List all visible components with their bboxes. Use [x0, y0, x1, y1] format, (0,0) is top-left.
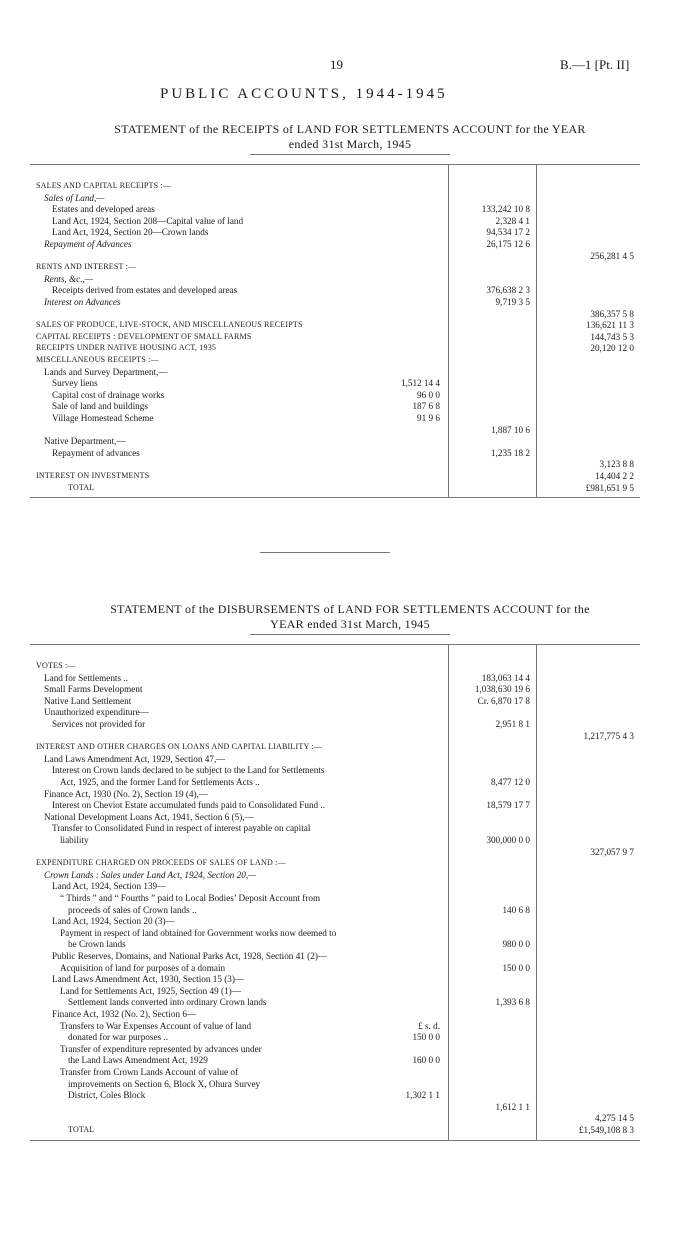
line-label: MISCELLANEOUS RECEIPTS :— [36, 355, 159, 364]
line-label: Receipts derived from estates and developed areas [52, 285, 238, 296]
line-label: Services not provided for [52, 719, 146, 729]
line-label: improvements on Section 6, Block X, Ohura Survey [68, 1078, 261, 1089]
table-bottom-rule [30, 1140, 640, 1141]
inner-amount: 187 6 8 [412, 401, 440, 412]
line-label: Transfer of expenditure represented by advances under [60, 1043, 262, 1054]
item-amount: 376,638 2 3 [486, 285, 530, 296]
line-label: donated for war purposes .. [68, 1032, 169, 1043]
inner-amount: 1,512 14 4 [400, 378, 440, 389]
line-label: liability [60, 835, 89, 845]
line-label: VOTES :— [36, 661, 76, 670]
line-label: District, Coles Block [68, 1090, 146, 1101]
total-amount: 386,357 5 8 [590, 308, 634, 319]
item-amount: Cr. 6,870 17 8 [477, 695, 530, 706]
receipts-title-rule [250, 154, 450, 155]
line-label: Finance Act, 1932 (No. 2), Section 6— [52, 1009, 197, 1019]
inner-amount: 96 0 0 [417, 389, 440, 400]
line-label: Transfers to War Expenses Account of value of land [60, 1020, 252, 1031]
total-amount: 256,281 4 5 [590, 250, 634, 261]
line-label: Repayment of Advances [44, 239, 132, 249]
total-amount: 3,123 8 8 [599, 459, 634, 470]
total-amount: 327,057 9 7 [590, 846, 634, 857]
main-title: PUBLIC ACCOUNTS, 1944-1945 [160, 86, 448, 102]
line-label: Land for Settlements Act, 1925, Section 49 (1)— [60, 985, 241, 996]
line-label: Capital cost of drainage works [52, 389, 165, 400]
line-label: Unauthorized expenditure— [44, 707, 149, 718]
line-label: Lands and Survey Department,— [44, 366, 168, 377]
total-amount: £981,651 9 5 [585, 482, 634, 493]
inner-amount: 1,302 1 1 [405, 1090, 440, 1101]
line-label: Interest on Cheviot Estate accumulated funds paid to Consolidated Fund .. [52, 800, 326, 811]
table-top-rule [30, 644, 640, 645]
line-label: Finance Act, 1930 (No. 2), Section 19 (4),— [44, 788, 209, 799]
line-label: Survey liens [52, 378, 98, 389]
line-label: Estates and developed areas [52, 204, 155, 215]
total-amount: 1,217,775 4 3 [583, 730, 634, 741]
line-label: Native Department,— [44, 436, 126, 447]
item-amount: 1,612 1 1 [495, 1101, 530, 1112]
item-amount: 1,038,630 19 6 [474, 684, 530, 695]
total-amount: £1,549,108 8 3 [578, 1125, 634, 1135]
line-label: Sale of land and buildings [52, 401, 148, 412]
line-label: CAPITAL RECEIPTS : DEVELOPMENT OF SMALL FARMS [36, 331, 252, 341]
line-label: INTEREST AND OTHER CHARGES ON LOANS AND CAPITAL LIABILITY :— [36, 742, 322, 752]
column-rule [536, 644, 537, 1140]
disbursements-title-line2: YEAR ended 31st March, 1945 [270, 617, 430, 631]
item-amount: 133,242 10 8 [481, 204, 530, 215]
line-label: National Development Loans Act, 1941, Section 6 (5),— [44, 811, 254, 822]
line-label: proceeds of sales of Crown lands .. [68, 904, 197, 915]
line-label: Land for Settlements .. [44, 672, 128, 683]
total-amount: 20,120 12 0 [590, 343, 634, 354]
document-reference: B.—1 [Pt. II] [560, 57, 630, 72]
line-label: TOTAL [68, 1125, 95, 1134]
table-top-rule [30, 164, 640, 165]
line-label: Land Act, 1924, Section 20 (3)— [52, 916, 175, 927]
line-label: INTEREST ON INVESTMENTS [36, 471, 150, 480]
line-label: Repayment of advances [52, 447, 140, 458]
total-amount: 14,404 2 2 [594, 471, 634, 481]
total-amount: 144,743 5 3 [590, 331, 634, 342]
inner-amount: 160 0 0 [412, 1055, 440, 1066]
item-amount: 2,951 8 1 [495, 719, 530, 729]
line-label: Acquisition of land for purposes of a domain [60, 962, 226, 973]
inner-amount: 150 0 0 [412, 1032, 440, 1043]
total-amount: 4,275 14 5 [594, 1113, 634, 1124]
line-label: Village Homestead Scheme [52, 413, 154, 423]
line-label: Land Act, 1924, Section 20—Crown lands [52, 227, 209, 238]
item-amount: 1,393 6 8 [495, 997, 530, 1008]
line-label: the Land Laws Amendment Act, 1929 [68, 1055, 208, 1066]
line-label: Land Act, 1924, Section 139— [52, 881, 167, 892]
line-label: Land Act, 1924, Section 208—Capital value of land [52, 215, 244, 226]
line-label: RENTS AND INTEREST :— [36, 262, 137, 272]
line-label: Act, 1925, and the former Land for Settlements Acts .. [60, 777, 260, 787]
line-label: SALES OF PRODUCE, LIVE-STOCK, AND MISCELLANEOUS RECEIPTS [36, 320, 303, 330]
receipts-title-line2: ended 31st March, 1945 [288, 137, 412, 151]
line-label: Interest on Crown lands declared to be subject to the Land for Settlements [52, 765, 325, 776]
disbursements-title-rule [250, 634, 450, 635]
item-amount: 980 0 0 [502, 939, 530, 950]
receipts-title-line1: STATEMENT of the RECEIPTS of LAND FOR SETTLEMENTS ACCOUNT for the YEAR [114, 122, 586, 136]
page-number: 19 [330, 57, 343, 72]
disbursements-title-line1: STATEMENT of the DISBURSEMENTS of LAND FOR SETTLEMENTS ACCOUNT for the [110, 602, 590, 616]
line-label: Settlement lands converted into ordinary Crown lands [68, 997, 267, 1008]
item-amount: 140 6 8 [502, 904, 530, 915]
line-label: Rents, &c.,— [44, 273, 93, 284]
line-label: Land Laws Amendment Act, 1929, Section 47,— [44, 753, 226, 764]
item-amount: 18,579 17 7 [486, 800, 530, 811]
line-label: Crown Lands : Sales under Land Act, 1924, Section 20,— [44, 869, 257, 880]
line-label: Native Land Settlement [44, 695, 132, 706]
line-label: Public Reserves, Domains, and National Parks Act, 1928, Section 41 (2)— [52, 951, 328, 961]
item-amount: 1,235 18 2 [490, 447, 530, 458]
line-label: Transfer to Consolidated Fund in respect of interest payable on capital [52, 823, 311, 834]
item-amount: 2,328 4 1 [495, 215, 530, 226]
item-amount: 1,887 10 6 [490, 424, 530, 435]
line-label: be Crown lands [68, 939, 126, 950]
total-amount: 136,621 11 3 [586, 320, 634, 331]
line-label: Small Farms Development [44, 684, 143, 695]
inner-amount: £ s. d. [418, 1020, 440, 1031]
item-amount: 94,534 17 2 [486, 227, 530, 238]
item-amount: 8,477 12 0 [490, 777, 530, 787]
line-label: Transfer from Crown Lands Account of value of [60, 1067, 239, 1077]
line-label: RECEIPTS UNDER NATIVE HOUSING ACT, 1935 [36, 343, 217, 353]
line-label: SALES AND CAPITAL RECEIPTS :— [36, 181, 172, 190]
section-separator [260, 552, 390, 553]
line-label: TOTAL [68, 482, 95, 492]
inner-amount: 91 9 6 [417, 413, 440, 423]
item-amount: 150 0 0 [502, 962, 530, 973]
item-amount: 26,175 12 6 [486, 239, 530, 249]
item-amount: 9,719 3 5 [495, 297, 530, 307]
line-label: Land Laws Amendment Act, 1930, Section 15 (3)— [52, 974, 245, 985]
item-amount: 300,000 0 0 [486, 835, 530, 845]
table-bottom-rule [30, 497, 640, 498]
item-amount: 183,063 14 4 [481, 672, 530, 683]
line-label: EXPENDITURE CHARGED ON PROCEEDS OF SALES OF LAND :— [36, 858, 286, 868]
line-label: Interest on Advances [44, 297, 121, 307]
line-label: Payment in respect of land obtained for Government works now deemed to [60, 927, 337, 938]
line-label: Sales of Land,— [44, 192, 105, 203]
line-label: “ Thirds ” and “ Fourths ” paid to Local Bodies’ Deposit Account from [60, 893, 321, 903]
